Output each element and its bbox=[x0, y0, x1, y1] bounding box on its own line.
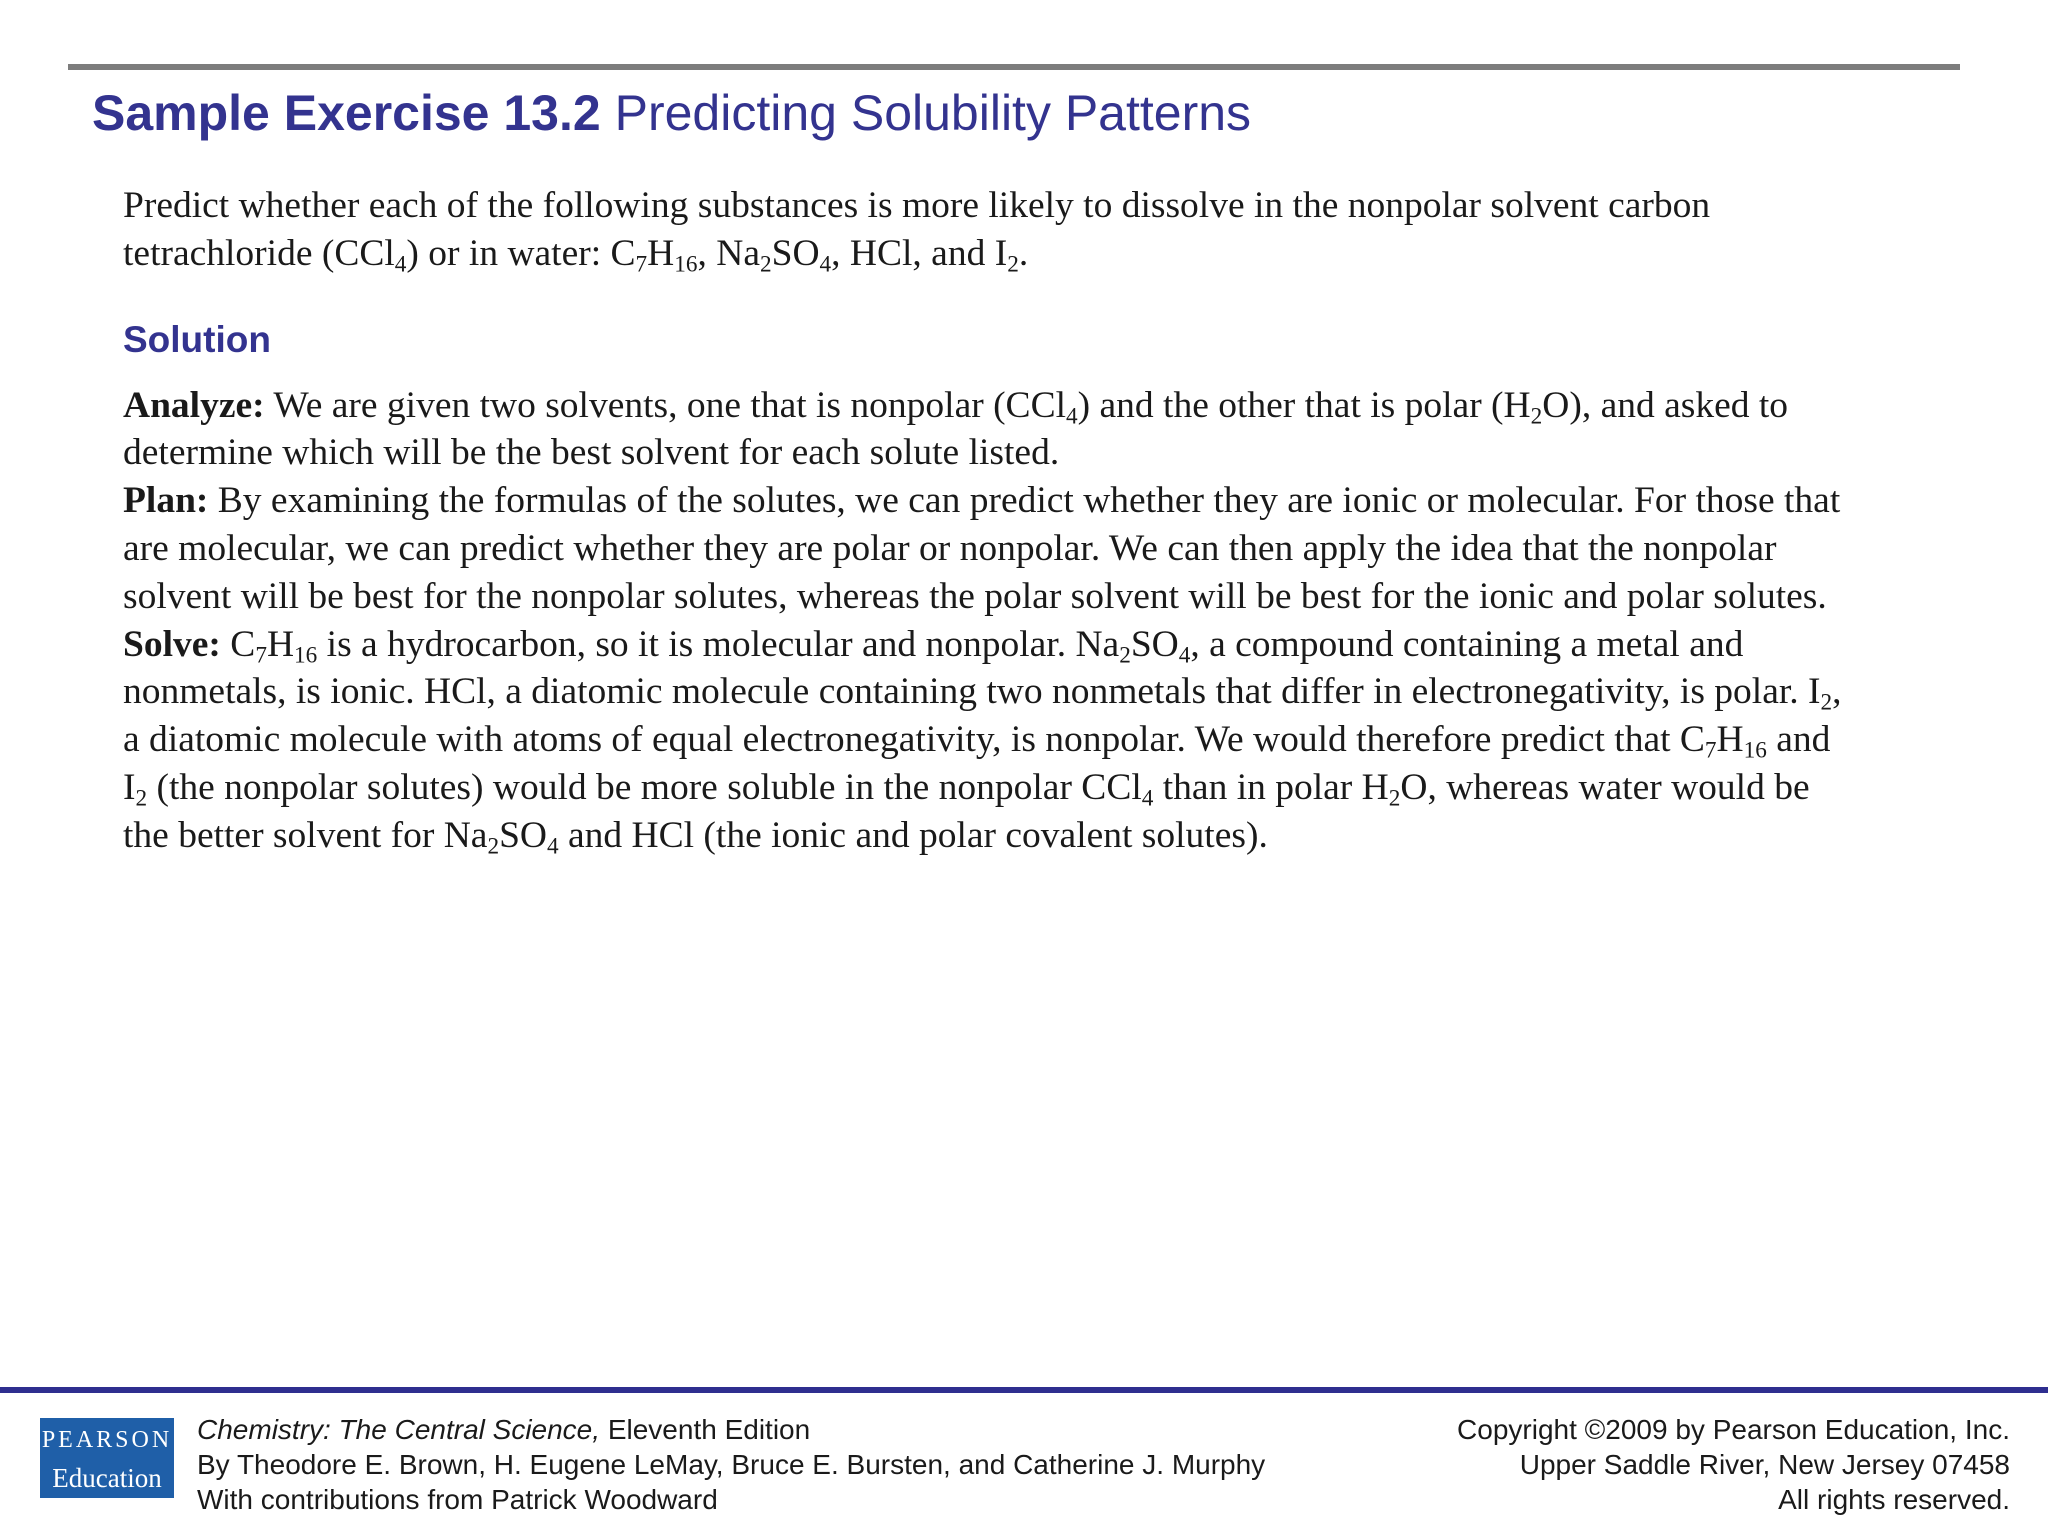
analyze-label: Analyze: bbox=[123, 384, 265, 426]
question-text: Predict whether each of the following substances is more likely to dissolve in the nonpolar solvent carbon bbox=[123, 185, 1711, 226]
copyright-address: Upper Saddle River, New Jersey 07458 bbox=[1519, 1449, 2010, 1480]
solve-text: H bbox=[1716, 719, 1744, 761]
subscript: 2 bbox=[135, 785, 148, 812]
question-text: , HCl, and I bbox=[831, 232, 1008, 274]
book-title-line bbox=[197, 1412, 1265, 1447]
solve-text: , a diatomic molecule with atoms of equal electronegativity, is nonpolar. We would therefore predict that C bbox=[123, 671, 1842, 761]
subscript: 2 bbox=[759, 251, 772, 278]
plan-label: Plan: bbox=[123, 480, 209, 522]
solve-text: than in polar H bbox=[1153, 766, 1389, 808]
question-text: , Na bbox=[697, 232, 760, 274]
analyze-text: We are given two solvents, one that is nonpolar (CCl bbox=[264, 384, 1067, 426]
copyright-line: Copyright ©2009 by Pearson Education, Inc. bbox=[1457, 1414, 2010, 1445]
subscript: 2 bbox=[1388, 785, 1401, 812]
solve-text: is a hydrocarbon, so it is molecular and nonpolar. Na bbox=[317, 623, 1120, 665]
subscript: 2 bbox=[1530, 403, 1543, 430]
subscript: 2 bbox=[1119, 642, 1131, 669]
analyze-paragraph bbox=[123, 382, 1863, 478]
subscript: 2 bbox=[487, 833, 500, 860]
subscript: 7 bbox=[1704, 737, 1717, 764]
book-contributions: With contributions from Patrick Woodward bbox=[197, 1484, 718, 1515]
footer-divider bbox=[0, 1387, 2048, 1393]
exercise-title: Predicting Solubility Patterns bbox=[614, 85, 1252, 141]
solve-text: and HCl (the ionic and polar covalent solutes). bbox=[558, 814, 1268, 856]
subscript: 2 bbox=[1820, 689, 1833, 716]
subscript: 16 bbox=[674, 251, 698, 278]
subscript: 4 bbox=[1141, 785, 1154, 812]
copyright-rights: All rights reserved. bbox=[1778, 1484, 2010, 1515]
question-paragraph bbox=[123, 182, 1863, 278]
subscript: 7 bbox=[255, 642, 267, 669]
subscript: 4 bbox=[394, 251, 407, 278]
subscript: 16 bbox=[294, 642, 318, 669]
question-text: SO bbox=[771, 232, 820, 274]
subscript: 16 bbox=[1743, 737, 1767, 764]
solve-label: Solve: bbox=[123, 623, 221, 665]
analyze-text: O), and asked to determine which will be the best solvent for each solute listed. bbox=[123, 384, 1789, 474]
subscript: 4 bbox=[547, 833, 559, 860]
exercise-number: Sample Exercise 13.2 bbox=[92, 85, 601, 141]
question-text: ) or in water: C bbox=[406, 232, 636, 274]
solution-heading: Solution bbox=[123, 318, 271, 360]
analyze-text: ) and the other that is polar (H bbox=[1077, 384, 1531, 426]
page-title bbox=[92, 82, 1251, 144]
top-divider bbox=[68, 64, 1960, 70]
plan-text: By examining the formulas of the solutes, we can predict whether they are ionic or molecular. For those that are molecular, we can predict whether they are polar or nonpolar. We can then apply the idea that the nonpolar solvent will be best for the nonpolar solutes, whereas the polar solvent will be best for the ionic and polar solutes. bbox=[123, 480, 1841, 617]
solve-text: and I bbox=[123, 719, 1831, 808]
logo-text-pearson: PEARSON bbox=[41, 1427, 173, 1453]
solve-text: , a compound containing a metal and nonmetals, is ionic. HCl, a diatomic molecule containing two nonmetals that differ in electronegativity, is polar. I bbox=[123, 623, 1821, 713]
subscript: 4 bbox=[1178, 642, 1191, 669]
book-edition: Eleventh Edition bbox=[600, 1414, 811, 1445]
solve-text: H bbox=[266, 623, 295, 665]
solve-text: SO bbox=[499, 814, 548, 856]
logo-text-education: Education bbox=[52, 1463, 162, 1493]
solve-text: C bbox=[220, 623, 256, 665]
exercise-content bbox=[123, 182, 1863, 860]
subscript: 4 bbox=[1066, 403, 1078, 430]
question-text: H bbox=[647, 232, 675, 274]
plan-paragraph bbox=[123, 477, 1863, 620]
solve-text: O, whereas water would be the better solvent for Na bbox=[123, 766, 1810, 856]
solve-text: (the nonpolar solutes) would be more soluble in the nonpolar CCl bbox=[147, 766, 1142, 808]
solve-text: SO bbox=[1130, 623, 1179, 665]
subscript: 2 bbox=[1007, 251, 1019, 278]
subscript: 7 bbox=[635, 251, 648, 278]
copyright-block bbox=[1457, 1412, 2010, 1517]
book-credits bbox=[197, 1412, 1265, 1517]
book-authors: By Theodore E. Brown, H. Eugene LeMay, Bruce E. Bursten, and Catherine J. Murphy bbox=[197, 1449, 1266, 1480]
question-text: tetrachloride (CCl bbox=[123, 232, 395, 274]
question-text: . bbox=[1018, 232, 1029, 274]
pearson-logo bbox=[40, 1418, 174, 1498]
solve-paragraph bbox=[123, 621, 1863, 860]
subscript: 4 bbox=[819, 251, 832, 278]
book-title: Chemistry: The Central Science, bbox=[197, 1414, 601, 1445]
